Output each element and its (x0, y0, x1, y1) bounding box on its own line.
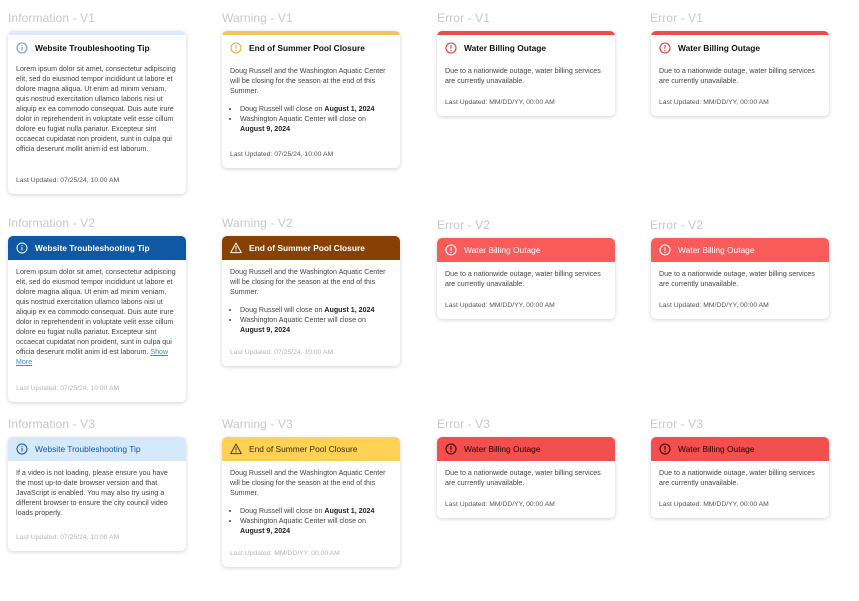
section-label-error-v2-alt: Error - V2 (650, 218, 704, 232)
information-card-v1 (8, 31, 186, 194)
card-header (8, 236, 186, 260)
error-circle-icon (445, 42, 457, 54)
card-body-text: Due to a nationwide outage, water billing services are currently unavailable. (445, 270, 601, 288)
info-circle-icon (16, 42, 28, 54)
error-circle-icon (659, 42, 671, 54)
card-header (437, 238, 615, 262)
list-item: • Doug Russell will close on August 1, 2024 (240, 104, 392, 114)
error-card-v3 (437, 437, 615, 518)
section-label-error-v1: Error - V1 (437, 11, 491, 25)
last-updated: Last Updated: 07/25/24, 10:00 AM (230, 349, 334, 356)
card-header (222, 437, 400, 461)
card-title: Water Billing Outage (464, 444, 541, 454)
card-header (437, 35, 615, 61)
section-label-error-v2: Error - V2 (437, 218, 491, 232)
card-title: End of Summer Pool Closure (249, 243, 365, 253)
card-title: Water Billing Outage (678, 245, 755, 255)
info-circle-icon (16, 443, 28, 455)
card-title: Website Troubleshooting Tip (35, 243, 150, 253)
last-updated: Last Updated: MM/DD/YY, 00:00 AM (445, 302, 555, 309)
section-label-information-v2: Information - V2 (8, 216, 95, 230)
card-header (222, 236, 400, 260)
card-body-text: Due to a nationwide outage, water billing services are currently unavailable. (659, 469, 815, 487)
card-body-text: Due to a nationwide outage, water billing services are currently unavailable. (445, 469, 601, 487)
list-item: • Washington Aquatic Center will close on August 9, 2024 (240, 516, 392, 536)
warning-card-v1 (222, 31, 400, 168)
card-body-text: Doug Russell and the Washington Aquatic Center will be closing for the season at the end of this Summer. (230, 67, 386, 95)
error-circle-icon (445, 244, 457, 256)
last-updated: Last Updated: 07/25/24, 10:00 AM (230, 151, 334, 158)
warning-triangle-icon (230, 242, 242, 254)
info-circle-icon (16, 242, 28, 254)
card-body-text: Doug Russell and the Washington Aquatic Center will be closing for the season at the end of this Summer. (230, 469, 386, 497)
section-label-error-v1-alt: Error - V1 (650, 11, 704, 25)
card-title: End of Summer Pool Closure (249, 43, 365, 53)
card-title: End of Summer Pool Closure (249, 444, 358, 454)
error-circle-icon (659, 443, 671, 455)
section-label-information-v1: Information - V1 (8, 11, 95, 25)
information-card-v3 (8, 437, 186, 551)
error-card-v1-alt (651, 31, 829, 116)
card-header (222, 35, 400, 61)
card-header (651, 35, 829, 61)
card-title: Water Billing Outage (464, 245, 541, 255)
last-updated: Last Updated: MM/DD/YY, 00:00 AM (659, 501, 769, 508)
last-updated: Last Updated: 07/25/24, 10:00 AM (16, 385, 120, 392)
section-label-warning-v3: Warning - V3 (222, 417, 293, 431)
last-updated: Last Updated: MM/DD/YY, 00:00 AM (659, 302, 769, 309)
last-updated: Last Updated: MM/DD/YY, 00:00 AM (659, 99, 769, 106)
error-card-v2-alt (651, 238, 829, 319)
warning-card-v3 (222, 437, 400, 567)
error-card-v3-alt (651, 437, 829, 518)
last-updated: Last Updated: MM/DD/YY, 00:00 AM (445, 99, 555, 106)
last-updated: Last Updated: 07/25/24, 10:00 AM (16, 534, 120, 541)
section-label-warning-v2: Warning - V2 (222, 216, 293, 230)
card-body-text: If a video is not loading, please ensure you have the most up-to-date browser version and that JavaScript is enabled. You may also try using a different browser to ensure the city council video loads properly. (16, 469, 168, 517)
card-body-text: Lorem ipsum dolor sit amet, consectetur adipiscing elit, sed do eiusmod tempor incididunt ut labore et dolore magna aliqua. Ut enim ad minim veniam, quis nostrud exercitation ullamco laboris nisi ut aliquip ex ea commodo consequat. Duis aute irure dolor in reprehenderit in voluptate velit esse cillum dolore eu fugiat nulla pariatur. Excepteur sint occaecat cupidatat non proident, sunt in culpa qui officia deserunt mollit anim id est laborum. Show More (16, 268, 176, 366)
closure-list (230, 305, 392, 335)
card-body-text: Due to a nationwide outage, water billing services are currently unavailable. (659, 270, 815, 288)
information-card-v2 (8, 236, 186, 402)
error-circle-icon (659, 244, 671, 256)
card-header (437, 437, 615, 461)
last-updated: Last Updated: MM/DD/YY, 00:00 AM (445, 501, 555, 508)
list-item: • Washington Aquatic Center will close on August 9, 2024 (240, 114, 392, 134)
closure-list (230, 104, 392, 134)
section-label-error-v3: Error - V3 (437, 417, 491, 431)
card-title: Website Troubleshooting Tip (35, 43, 150, 53)
card-body-text: Due to a nationwide outage, water billing services are currently unavailable. (445, 67, 601, 85)
card-title: Website Troubleshooting Tip (35, 444, 141, 454)
card-title: Water Billing Outage (678, 43, 761, 53)
closure-list (230, 506, 392, 536)
error-circle-icon (445, 443, 457, 455)
card-body-text: Due to a nationwide outage, water billing services are currently unavailable. (659, 67, 815, 85)
list-item: • Doug Russell will close on August 1, 2024 (240, 506, 392, 516)
card-body-text: Doug Russell and the Washington Aquatic Center will be closing for the season at the end of this Summer. (230, 268, 386, 296)
list-item: • Doug Russell will close on August 1, 2024 (240, 305, 392, 315)
card-header (651, 238, 829, 262)
error-card-v2 (437, 238, 615, 319)
card-header (8, 35, 186, 61)
warning-card-v2 (222, 236, 400, 366)
section-label-information-v3: Information - V3 (8, 417, 95, 431)
card-title: Water Billing Outage (678, 444, 755, 454)
card-header (8, 437, 186, 461)
card-title: Water Billing Outage (464, 43, 547, 53)
error-card-v1 (437, 31, 615, 116)
card-body-text: Lorem ipsum dolor sit amet, consectetur adipiscing elit, sed do eiusmod tempor incididunt ut labore et dolore magna aliqua. Ut enim ad minim veniam, quis nostrud exercitation ullamco laboris nisi ut aliquip ex ea commodo consequat. Duis aute irure dolor in reprehenderit in voluptate velit esse cillum dolore eu fugiat nulla pariatur. Excepteur sint occaecat cupidatat non proident, sunt in culpa qui officia deserunt mollit anim id est laborum. (16, 65, 176, 153)
last-updated: Last Updated: MM/DD/YY, 00:00 AM (230, 550, 340, 557)
card-header (651, 437, 829, 461)
section-label-error-v3-alt: Error - V3 (650, 417, 704, 431)
last-updated: Last Updated: 07/25/24, 10:00 AM (16, 177, 120, 184)
warning-triangle-icon (230, 443, 242, 455)
warning-circle-icon (230, 42, 242, 54)
list-item: • Washington Aquatic Center will close on August 9, 2024 (240, 315, 392, 335)
section-label-warning-v1: Warning - V1 (222, 11, 293, 25)
show-more-link[interactable]: Show More (16, 348, 169, 366)
